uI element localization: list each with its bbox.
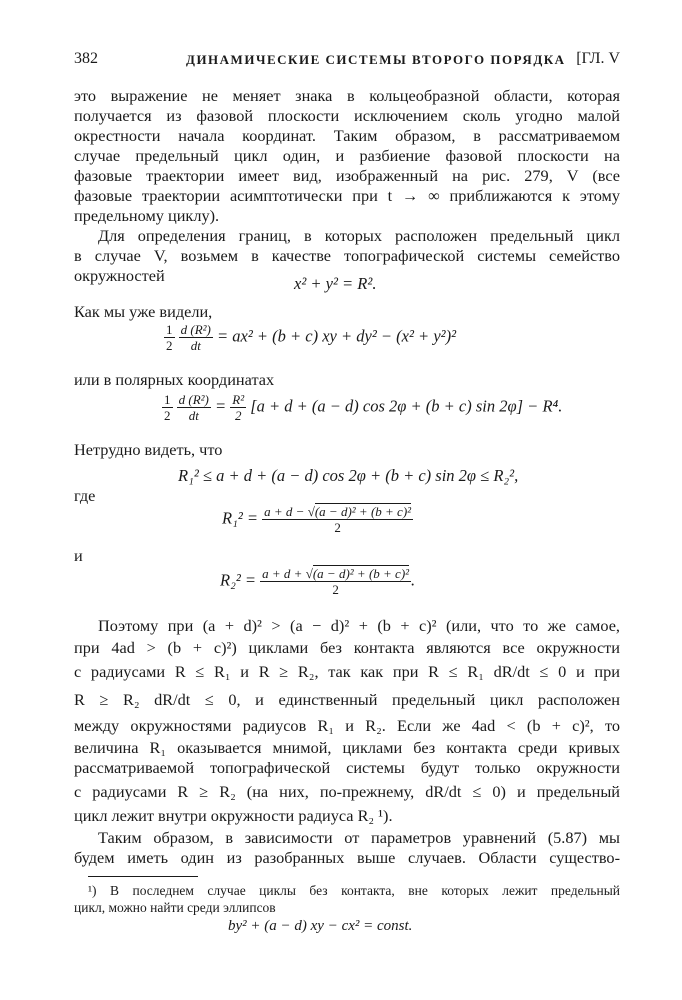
equation-circle: x² + y² = R². — [294, 274, 377, 293]
text-line: между окружностями радиусов R₁ и R₂. Если же 4ad < (b + c)², то — [74, 716, 620, 735]
chapter-marker: [ГЛ. V — [576, 50, 620, 67]
text-line: Нетрудно видеть, что — [74, 440, 223, 459]
text-line: будем иметь один из разобранных выше случаев. Области существо- — [74, 848, 620, 867]
text-line: Как мы уже видели, — [74, 302, 213, 321]
equation-derivative: $\frac{1}{2}$ $\frac{\text{d (R²)}}{dt}$ = ax² + (b + c) xy + dy² − (x² + y²)² — [166, 322, 457, 353]
text-line: окружностей — [74, 266, 165, 285]
running-title: ДИНАМИЧЕСКИЕ СИСТЕМЫ ВТОРОГО ПОРЯДКА — [186, 52, 566, 67]
text-line: цикл лежит внутри окружности радиуса R₂ ¹). — [74, 806, 393, 825]
footnote-line: ¹) В последнем случае циклы без контакта, вне которых лежит предельный — [88, 883, 620, 898]
text-line: где — [74, 486, 96, 505]
footnote-rule — [88, 876, 198, 877]
footnote-line: цикл, можно найти среди эллипсов — [74, 900, 276, 915]
page-header — [74, 50, 620, 74]
text-line: и — [74, 546, 83, 565]
text-line: или в полярных координатах — [74, 370, 275, 389]
text-line: величина R₁ оказывается мнимой, циклами без контакта среди кривых — [74, 738, 620, 757]
text-line: фазовые траектории асимптотически при t → ∞ приближаются к этому — [74, 186, 620, 205]
text-line: при 4ad > (b + c)²) циклами без контакта являются все окружности — [74, 638, 620, 657]
page-number: 382 — [74, 50, 98, 67]
equation-r1: R₁² = $\frac{\text{a + d − √(a − d)² + (b + c)²}}{2}$ — [222, 504, 412, 535]
equation-inequality: R₁² ≤ a + d + (a − d) cos 2φ + (b + c) sin 2φ ≤ R₂², — [178, 466, 519, 485]
text-line: R ≥ R₂ dR/dt ≤ 0, и единственный предельный цикл расположен — [74, 690, 620, 709]
footnote-equation: by² + (a − d) xy − cx² = const. — [228, 918, 413, 934]
text-line: предельному циклу). — [74, 206, 220, 225]
text-line: фазовые траектории имеет вид, изображенный на рис. 279, V (все — [74, 166, 620, 185]
text-line: с радиусами R ≤ R₁ и R ≥ R₂, так как при R ≤ R₁ dR/dt ≤ 0 и при — [74, 662, 620, 681]
equation-r2: R₂² = $\frac{\text{a + d + √(a − d)² + (b + c)²}}{2}$ . — [220, 566, 416, 597]
text-line: Для определения границ, в которых расположен предельный цикл — [98, 226, 620, 245]
text-line: окрестности начала координат. Таким образом, в рассматриваемом — [74, 126, 620, 145]
text-line: в случае V, возьмем в качестве топографической системы семейство — [74, 246, 620, 265]
text-line: с радиусами R ≥ R₂ (на них, по-прежнему, dR/dt ≤ 0) и предельный — [74, 782, 620, 801]
equation-polar: $\frac{1}{2}$ $\frac{\text{d (R²)}}{dt}$ = $\frac{\text{R²}}{2}$ [a + d + (a − d) cos 2φ + (b + c) sin 2φ] − R⁴. — [164, 392, 563, 423]
text-line: получается из фазовой плоскости исключением сколь угодно малой — [74, 106, 620, 125]
text-line: это выражение не меняет знака в кольцеобразной области, которая — [74, 86, 620, 105]
text-line: случае предельный цикл один, и разбиение фазовой плоскости на — [74, 146, 620, 165]
text-line: рассматриваемой топографической системы будут только окружности — [74, 758, 620, 777]
text-line: Поэтому при (a + d)² > (a − d)² + (b + c)² (или, что то же самое, — [98, 616, 620, 635]
text-line: Таким образом, в зависимости от параметров уравнений (5.87) мы — [98, 828, 620, 847]
